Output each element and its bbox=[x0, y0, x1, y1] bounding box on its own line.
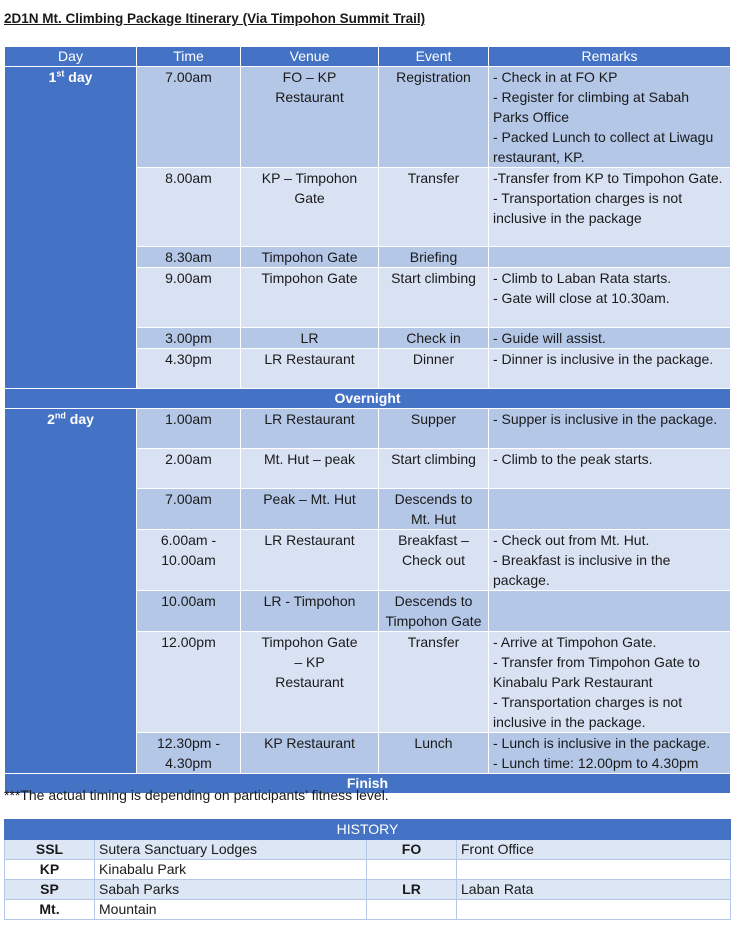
header-time: Time bbox=[137, 47, 241, 67]
finish-label: Finish bbox=[5, 774, 731, 794]
header-venue: Venue bbox=[241, 47, 379, 67]
history-meaning: Sabah Parks bbox=[95, 880, 367, 900]
cell-time: 9.00am bbox=[137, 268, 241, 328]
itinerary-table bbox=[4, 46, 731, 794]
cell-venue: LR Restaurant bbox=[241, 530, 379, 591]
cell-venue: FO – KP Restaurant bbox=[241, 67, 379, 168]
cell-venue: Timpohon Gate bbox=[241, 268, 379, 328]
history-table bbox=[4, 819, 731, 920]
cell-event: Transfer bbox=[379, 632, 489, 733]
history-meaning bbox=[457, 900, 731, 920]
cell-event: Transfer bbox=[379, 168, 489, 247]
cell-time: 2.00am bbox=[137, 449, 241, 489]
document-title: 2D1N Mt. Climbing Package Itinerary (Via Timpohon Summit Trail) bbox=[4, 11, 426, 26]
day-label-day2 bbox=[5, 409, 137, 774]
day-number: 2 bbox=[47, 411, 55, 427]
history-row bbox=[5, 880, 731, 900]
cell-time: 1.00am bbox=[137, 409, 241, 449]
cell-time: 10.00am bbox=[137, 591, 241, 632]
cell-event: Start climbing bbox=[379, 268, 489, 328]
history-abbr: KP bbox=[5, 860, 95, 880]
cell-time: 7.00am bbox=[137, 67, 241, 168]
history-abbr: SSL bbox=[5, 840, 95, 860]
day-suffix: st bbox=[56, 68, 65, 79]
history-meaning: Front Office bbox=[457, 840, 731, 860]
cell-venue: Mt. Hut – peak bbox=[241, 449, 379, 489]
cell-venue: LR Restaurant bbox=[241, 349, 379, 389]
cell-venue: LR Restaurant bbox=[241, 409, 379, 449]
history-abbr bbox=[367, 900, 457, 920]
header-event: Event bbox=[379, 47, 489, 67]
cell-event: Breakfast – Check out bbox=[379, 530, 489, 591]
history-meaning: Sutera Sanctuary Lodges bbox=[95, 840, 367, 860]
cell-time: 3.00pm bbox=[137, 328, 241, 349]
cell-remarks bbox=[489, 591, 731, 632]
cell-remarks: - Dinner is inclusive in the package. bbox=[489, 349, 731, 389]
history-abbr: FO bbox=[367, 840, 457, 860]
cell-venue: Timpohon Gate – KP Restaurant bbox=[241, 632, 379, 733]
cell-remarks: - Check in at FO KP - Register for climbing at Sabah Parks Office - Packed Lunch to collect at Liwagu restaurant, KP. bbox=[489, 67, 731, 168]
cell-venue: Timpohon Gate bbox=[241, 247, 379, 268]
history-row bbox=[5, 840, 731, 860]
history-meaning: Mountain bbox=[95, 900, 367, 920]
itinerary-row bbox=[5, 409, 731, 449]
history-meaning bbox=[457, 860, 731, 880]
header-day: Day bbox=[5, 47, 137, 67]
day-suffix: nd bbox=[54, 410, 66, 421]
cell-time: 8.00am bbox=[137, 168, 241, 247]
cell-event: Start climbing bbox=[379, 449, 489, 489]
history-abbr: LR bbox=[367, 880, 457, 900]
overnight-label: Overnight bbox=[5, 389, 731, 409]
cell-venue: KP – Timpohon Gate bbox=[241, 168, 379, 247]
cell-time: 8.30am bbox=[137, 247, 241, 268]
cell-time: 4.30pm bbox=[137, 349, 241, 389]
history-abbr: Mt. bbox=[5, 900, 95, 920]
cell-remarks: - Lunch is inclusive in the package. - Lunch time: 12.00pm to 4.30pm bbox=[489, 733, 731, 774]
cell-time: 12.30pm - 4.30pm bbox=[137, 733, 241, 774]
timing-footnote: ***The actual timing is depending on participants’ fitness level. bbox=[4, 787, 389, 803]
cell-time: 7.00am bbox=[137, 489, 241, 530]
cell-venue: Peak – Mt. Hut bbox=[241, 489, 379, 530]
itinerary-header-row bbox=[5, 47, 731, 67]
cell-remarks: - Climb to the peak starts. bbox=[489, 449, 731, 489]
cell-time: 12.00pm bbox=[137, 632, 241, 733]
history-meaning: Laban Rata bbox=[457, 880, 731, 900]
cell-event: Descends to Timpohon Gate bbox=[379, 591, 489, 632]
cell-venue: LR bbox=[241, 328, 379, 349]
cell-venue: KP Restaurant bbox=[241, 733, 379, 774]
cell-event: Lunch bbox=[379, 733, 489, 774]
cell-event: Briefing bbox=[379, 247, 489, 268]
cell-remarks: - Guide will assist. bbox=[489, 328, 731, 349]
cell-remarks: - Supper is inclusive in the package. bbox=[489, 409, 731, 449]
itinerary-row bbox=[5, 67, 731, 168]
cell-remarks: - Arrive at Timpohon Gate. - Transfer from Timpohon Gate to Kinabalu Park Restaurant - Transportation charges is not inclusive in the package. bbox=[489, 632, 731, 733]
history-row bbox=[5, 860, 731, 880]
history-header: HISTORY bbox=[5, 820, 731, 840]
cell-event: Supper bbox=[379, 409, 489, 449]
header-remarks: Remarks bbox=[489, 47, 731, 67]
cell-event: Registration bbox=[379, 67, 489, 168]
cell-remarks: - Climb to Laban Rata starts. - Gate will close at 10.30am. bbox=[489, 268, 731, 328]
cell-remarks bbox=[489, 247, 731, 268]
cell-time: 6.00am - 10.00am bbox=[137, 530, 241, 591]
history-abbr bbox=[367, 860, 457, 880]
cell-remarks bbox=[489, 489, 731, 530]
history-row bbox=[5, 900, 731, 920]
day-number: 1 bbox=[48, 69, 57, 85]
cell-remarks: - Check out from Mt. Hut. - Breakfast is inclusive in the package. bbox=[489, 530, 731, 591]
overnight-row bbox=[5, 389, 731, 409]
cell-event: Dinner bbox=[379, 349, 489, 389]
day-label-day1 bbox=[5, 67, 137, 389]
day-word: day bbox=[68, 69, 93, 85]
cell-event: Check in bbox=[379, 328, 489, 349]
cell-venue: LR - Timpohon bbox=[241, 591, 379, 632]
history-meaning: Kinabalu Park bbox=[95, 860, 367, 880]
history-abbr: SP bbox=[5, 880, 95, 900]
cell-event: Descends to Mt. Hut bbox=[379, 489, 489, 530]
day-word: day bbox=[69, 411, 94, 427]
cell-remarks: -Transfer from KP to Timpohon Gate. - Transportation charges is not inclusive in the package bbox=[489, 168, 731, 247]
